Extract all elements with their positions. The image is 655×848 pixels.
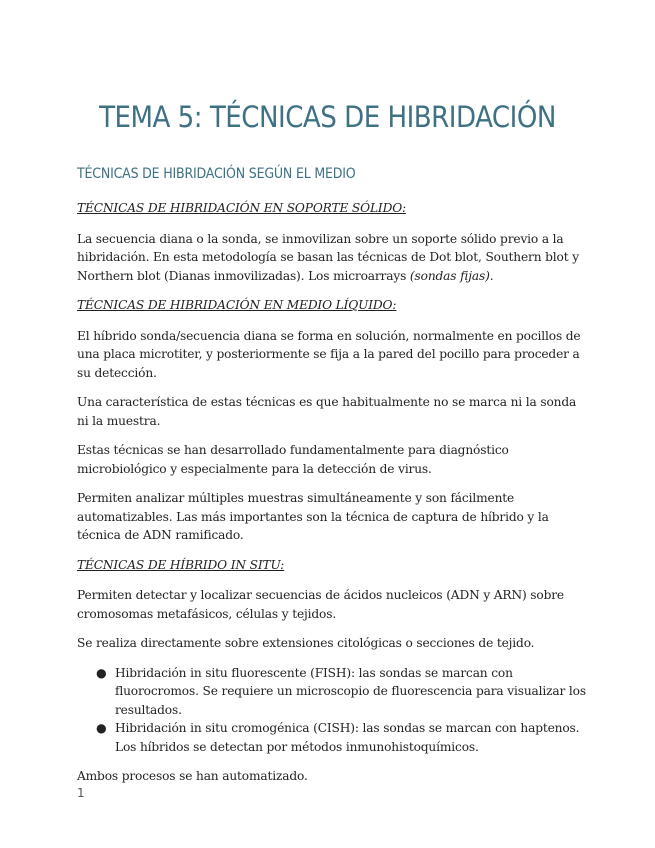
page-number: 1 bbox=[77, 786, 85, 800]
paragraph-solid-1 bbox=[77, 230, 587, 286]
bullet-list bbox=[77, 664, 587, 757]
list-item bbox=[96, 719, 587, 756]
page-title: TEMA 5: TÉCNICAS DE HIBRIDACIÓN bbox=[99, 100, 556, 134]
list-item-text: Hibridación in situ fluorescente (FISH): las sondas se marcan con fluorocromos. Se requiere un microscopio de fluorescencia para visualizar los resultados. bbox=[115, 665, 586, 717]
paragraph-in-situ-3: Ambos procesos se han automatizado. bbox=[77, 769, 308, 783]
paragraph-in-situ-1: Permiten detectar y localizar secuencias de ácidos nucleicos (ADN y ARN) sobre cromosomas metafásicos, células y tejidos. bbox=[77, 588, 564, 621]
subsection-heading-solid: TÉCNICAS DE HIBRIDACIÓN EN SOPORTE SÓLIDO: bbox=[77, 201, 406, 215]
bullet-icon: ● bbox=[96, 665, 107, 680]
list-item-text: Hibridación in situ cromogénica (CISH): las sondas se marcan con haptenos. Los híbridos se detectan por métodos inmunohistoquímicos. bbox=[115, 721, 580, 754]
paragraph-liquid-1: El híbrido sonda/secuencia diana se forma en solución, normalmente en pocillos de una placa microtiter, y posteriormente se fija a la pared del pocillo para proceder a su detección. bbox=[77, 328, 581, 380]
subsection-heading-liquid: TÉCNICAS DE HIBRIDACIÓN EN MEDIO LÍQUIDO: bbox=[77, 298, 397, 312]
paragraph-liquid-3: Estas técnicas se han desarrollado fundamentalmente para diagnóstico microbiológico y especialmente para la detección de virus. bbox=[77, 443, 509, 476]
paragraph-liquid-4: Permiten analizar múltiples muestras simultáneamente y son fácilmente automatizables. Las más importantes son la técnica de captura de híbrido y la técnica de ADN ramificado. bbox=[77, 491, 549, 542]
paragraph-liquid-2: Una característica de estas técnicas es que habitualmente no se marca ni la sonda ni la muestra. bbox=[77, 395, 577, 428]
paragraph-in-situ-2: Se realiza directamente sobre extensiones citológicas o secciones de tejido. bbox=[77, 636, 535, 650]
list-item bbox=[96, 664, 587, 720]
section-heading: TÉCNICAS DE HIBRIDACIÓN SEGÚN EL MEDIO bbox=[77, 166, 356, 182]
document-body bbox=[77, 199, 587, 797]
paragraph-text: La secuencia diana o la sonda, se inmovilizan sobre un soporte sólido previo a la hibridación. En esta metodología se basan las técnicas de Dot blot, Southern blot y Northern blot (Dianas inmovilizadas). Los microarrays bbox=[77, 231, 579, 283]
subsection-heading-in-situ: TÉCNICAS DE HÍBRIDO IN SITU: bbox=[77, 557, 285, 572]
italic-text: (sondas fijas) bbox=[409, 268, 490, 283]
paragraph-text-end: . bbox=[489, 268, 494, 283]
bullet-icon: ● bbox=[96, 721, 107, 735]
